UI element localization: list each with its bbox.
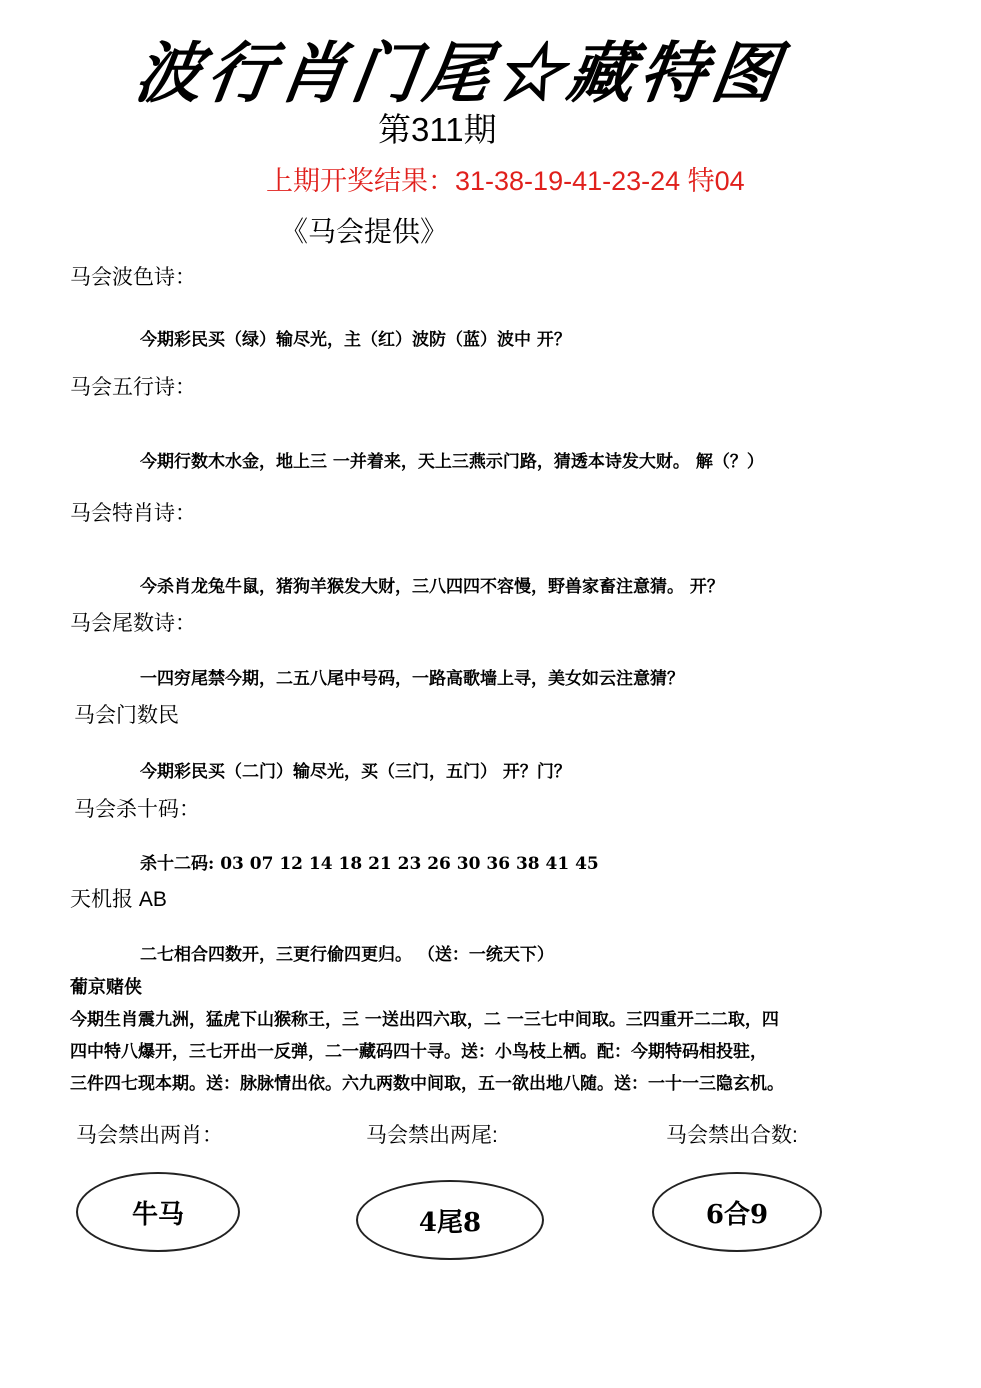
section-text-tianji: 二七相合四数开，三更行偷四更归。 （送：一统天下） [140, 945, 554, 965]
ban-value-tail: 4尾8 [418, 1207, 482, 1238]
section-heading-gate: 马会门数民 [74, 704, 179, 727]
puzhou-line: 今期生肖震九洲，猛虎下山猴称王，三 一送出四六取，二 一三七中间取。三四重开二二取，四 [70, 1010, 779, 1030]
section-text-kill-codes: 杀十二码: 03 07 12 14 18 21 23 26 30 36 38 41 45 [140, 854, 599, 874]
source-note: 《马会提供》 [280, 216, 449, 247]
page-title: 波行肖门尾☆藏特图 [130, 34, 790, 112]
section-text-gate: 今期彩民买（二门）输尽光，买（三门，五门） 开？门？ [140, 762, 571, 782]
section-heading-tianji: 天机报 AB [70, 888, 167, 911]
ban-oval-zodiac [76, 1172, 240, 1252]
section-text-wave-color: 今期彩民买（绿）输尽光，主（红）波防（蓝）波中 开？ [140, 330, 571, 350]
last-result: 上期开奖结果：31-38-19-41-23-24 特04 [266, 166, 745, 196]
section-text-five-elements: 今期行数木水金，地上三 一并着来，天上三燕示门路，猜透本诗发大财。 解（？） [140, 452, 764, 472]
section-heading-zodiac: 马会特肖诗： [70, 502, 196, 525]
section-heading-tail: 马会尾数诗： [70, 612, 196, 635]
puzhou-line: 三件四七现本期。送：脉脉情出依。六九两数中间取，五一欲出地八随。送：一十一三隐玄机。 [70, 1074, 784, 1094]
section-text-puzhou [70, 1004, 910, 1100]
ban-value-sum: 6合9 [705, 1199, 769, 1230]
section-text-tail: 一四穷尾禁今期，二五八尾中号码，一路高歌墙上寻，美女如云注意猜？ [140, 669, 684, 689]
ban-oval-tail [356, 1180, 544, 1260]
ban-oval-sum [652, 1172, 822, 1252]
ban-value-zodiac: 牛马 [131, 1199, 184, 1230]
section-heading-wave-color: 马会波色诗： [70, 266, 196, 289]
ban-label-tail: 马会禁出两尾: [366, 1124, 498, 1147]
ban-label-zodiac: 马会禁出两肖： [76, 1124, 223, 1147]
section-heading-five-elements: 马会五行诗： [70, 376, 196, 399]
puzhou-line: 四中特八爆开，三七开出一反弹，二一藏码四十寻。送：小鸟枝上栖。配：今期特码相投驻， [70, 1042, 767, 1062]
section-heading-puzhou: 葡京赌侠 [70, 977, 142, 998]
section-text-zodiac: 今杀肖龙兔牛鼠，猪狗羊猴发大财，三八四四不容慢，野兽家畜注意猜。 开？ [140, 577, 724, 597]
section-heading-kill-codes: 马会杀十码： [74, 798, 200, 821]
issue-number: 第311期 [378, 111, 497, 148]
ban-label-sum: 马会禁出合数: [666, 1124, 798, 1147]
